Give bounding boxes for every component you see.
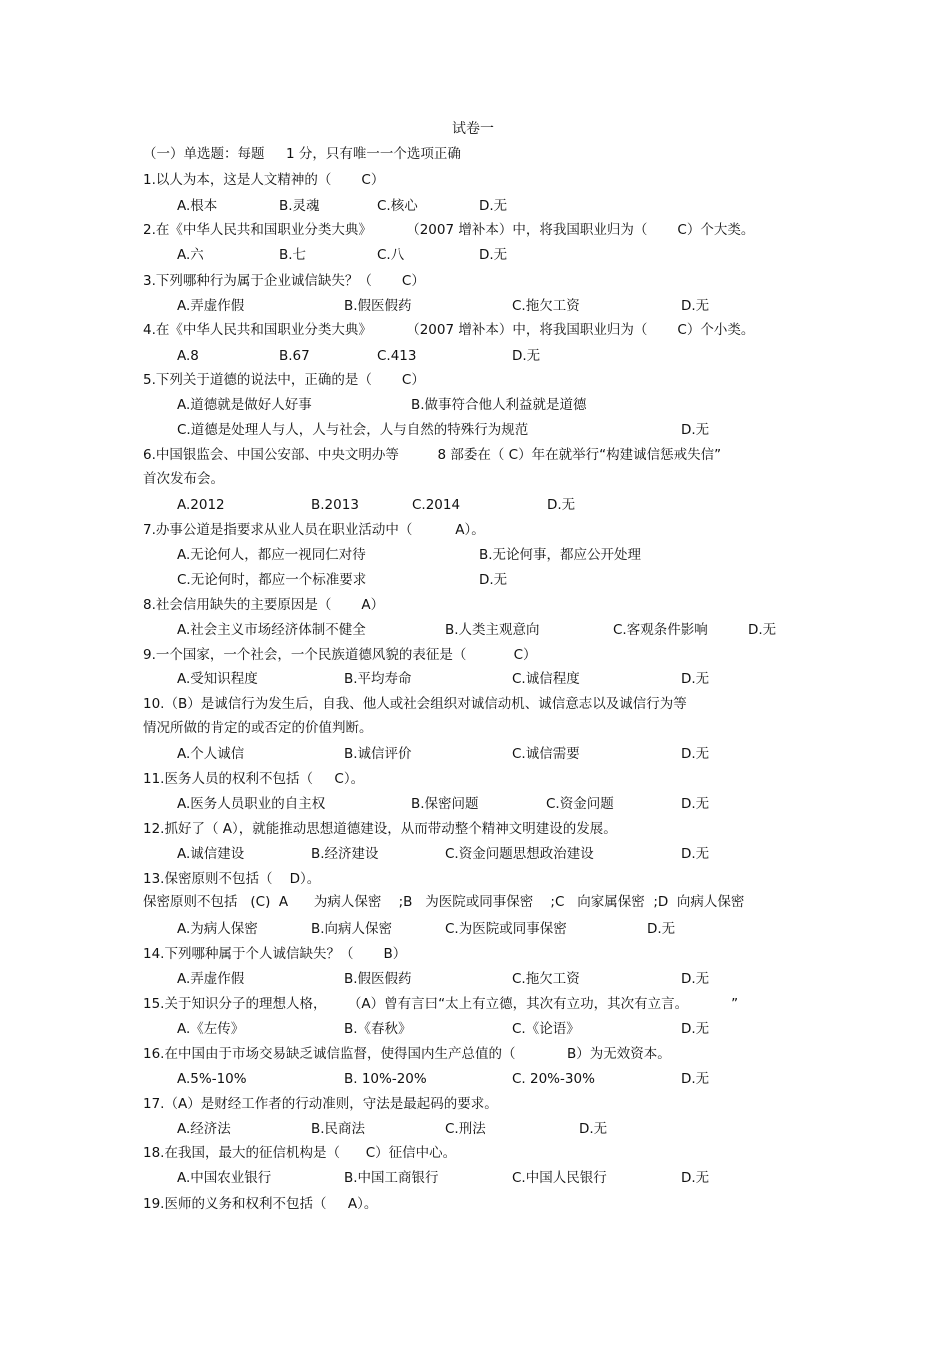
question-7-stem: 7.办事公道是指要求从业人员在职业活动中（ A）。	[143, 522, 485, 538]
question-11-option-b: B.保密问题	[411, 796, 479, 812]
question-9-option-b: B.平均寿命	[344, 671, 412, 687]
question-17-option-b: B.民商法	[311, 1121, 366, 1137]
question-13-option-b: B.向病人保密	[311, 921, 393, 937]
question-1-option-c: C.核心	[377, 198, 418, 214]
question-1-option-a: A.根本	[177, 198, 218, 214]
page-title: 试卷一	[452, 121, 494, 137]
question-18-option-b: B.中国工商银行	[344, 1170, 439, 1186]
question-9-option-c: C.诚信程度	[512, 671, 580, 687]
section-header: （一）单选题：每题 1 分，只有唯一一个选项正确	[143, 146, 461, 162]
question-3-option-d: D.无	[681, 298, 710, 314]
question-16-option-d: D.无	[681, 1071, 710, 1087]
question-12-stem: 12.抓好了（ A），就能推动思想道德建设，从而带动整个精神文明建设的发展。	[143, 821, 617, 837]
question-16-option-b: B. 10%-20%	[344, 1071, 427, 1087]
question-10-option-d: D.无	[681, 746, 710, 762]
question-5-option-c: C.道德是处理人与人，人与社会，人与自然的特殊行为规范	[177, 422, 529, 438]
question-1-stem: 1.以人为本，这是人文精神的（ C）	[143, 172, 385, 188]
question-14-option-d: D.无	[681, 971, 710, 987]
question-6-option-a: A.2012	[177, 497, 225, 513]
question-2-option-c: C.八	[377, 247, 405, 263]
question-13-stem: 13.保密原则不包括（ D）。	[143, 871, 321, 887]
question-6-option-b: B.2013	[311, 497, 359, 513]
question-15-option-c: C.《论语》	[512, 1021, 580, 1037]
question-13-note: 保密原则不包括 (C) A 为病人保密 ;B 为医院或同事保密 ;C 向家属保密 ;D 向病人保密	[143, 894, 745, 910]
question-15-option-d: D.无	[681, 1021, 710, 1037]
question-8-stem: 8.社会信用缺失的主要原因是（ A）	[143, 597, 385, 613]
question-6-option-d: D.无	[547, 497, 576, 513]
question-6-stem-continued: 首次发布会。	[143, 471, 224, 487]
question-4-stem: 4.在《中华人民共和国职业分类大典》 （2007 增补本）中，将我国职业归为（ C）个小类。	[143, 322, 755, 338]
question-10-option-a: A.个人诚信	[177, 746, 245, 762]
question-15-stem: 15.关于知识分子的理想人格， （A）曾有言曰“太上有立德，其次有立功，其次有立言。 ”	[143, 996, 739, 1012]
question-8-option-a: A.社会主义市场经济体制不健全	[177, 622, 366, 638]
question-17-option-a: A.经济法	[177, 1121, 231, 1137]
question-5-option-b: B.做事符合他人利益就是道德	[411, 397, 587, 413]
question-12-option-b: B.经济建设	[311, 846, 379, 862]
question-16-option-a: A.5%-10%	[177, 1071, 247, 1087]
question-14-option-a: A.弄虚作假	[177, 971, 245, 987]
question-18-stem: 18.在我国，最大的征信机构是（ C）征信中心。	[143, 1145, 457, 1161]
question-11-option-a: A.医务人员职业的自主权	[177, 796, 326, 812]
question-16-option-c: C. 20%-30%	[512, 1071, 595, 1087]
question-4-option-b: B.67	[279, 348, 310, 364]
question-3-option-b: B.假医假药	[344, 298, 412, 314]
question-10-stem: 10.（B）是诚信行为发生后，自我、他人或社会组织对诚信动机、诚信意志以及诚信行为等	[143, 696, 687, 712]
question-18-option-c: C.中国人民银行	[512, 1170, 607, 1186]
question-2-stem: 2.在《中华人民共和国职业分类大典》 （2007 增补本）中，将我国职业归为（ C）个大类。	[143, 222, 755, 238]
question-2-option-d: D.无	[479, 247, 508, 263]
question-14-option-b: B.假医假药	[344, 971, 412, 987]
question-10-option-c: C.诚信需要	[512, 746, 580, 762]
question-8-option-b: B.人类主观意向	[445, 622, 540, 638]
question-6-option-c: C.2014	[412, 497, 461, 513]
question-7-option-b: B.无论何事，都应公开处理	[479, 547, 642, 563]
question-9-option-d: D.无	[681, 671, 710, 687]
question-12-option-a: A.诚信建设	[177, 846, 245, 862]
question-18-option-a: A.中国农业银行	[177, 1170, 272, 1186]
question-18-option-d: D.无	[681, 1170, 710, 1186]
question-12-option-d: D.无	[681, 846, 710, 862]
question-11-option-c: C.资金问题	[546, 796, 614, 812]
question-5-stem: 5.下列关于道德的说法中，正确的是（ C）	[143, 372, 425, 388]
question-17-option-c: C.刑法	[445, 1121, 486, 1137]
question-19-stem: 19.医师的义务和权利不包括（ A）。	[143, 1196, 378, 1212]
question-7-option-a: A.无论何人，都应一视同仁对待	[177, 547, 366, 563]
question-13-option-a: A.为病人保密	[177, 921, 258, 937]
question-16-stem: 16.在中国由于市场交易缺乏诚信监督，使得国内生产总值的（ B）为无效资本。	[143, 1046, 671, 1062]
question-14-option-c: C.拖欠工资	[512, 971, 580, 987]
question-9-option-a: A.受知识程度	[177, 671, 258, 687]
question-5-option-d: D.无	[681, 422, 710, 438]
question-17-stem: 17.（A）是财经工作者的行动准则，守法是最起码的要求。	[143, 1096, 498, 1112]
question-4-option-a: A.8	[177, 348, 199, 364]
question-3-stem: 3.下列哪种行为属于企业诚信缺失？（ C）	[143, 273, 425, 289]
question-17-option-d: D.无	[579, 1121, 608, 1137]
question-1-option-b: B.灵魂	[279, 198, 320, 214]
question-7-option-d: D.无	[479, 572, 508, 588]
question-11-stem: 11.医务人员的权利不包括（ C）。	[143, 771, 365, 787]
question-12-option-c: C.资金问题思想政治建设	[445, 846, 594, 862]
question-8-option-c: C.客观条件影响	[613, 622, 708, 638]
question-2-option-a: A.六	[177, 247, 204, 263]
question-14-stem: 14.下列哪种属于个人诚信缺失？（ B）	[143, 946, 407, 962]
question-13-option-c: C.为医院或同事保密	[445, 921, 567, 937]
question-6-stem: 6.中国银监会、中国公安部、中央文明办等 8 部委在（ C）年在就举行“构建诚信惩戒失信”	[143, 447, 722, 463]
question-1-option-d: D.无	[479, 198, 508, 214]
question-10-option-b: B.诚信评价	[344, 746, 412, 762]
question-13-option-d: D.无	[647, 921, 676, 937]
question-4-option-c: C.413	[377, 348, 417, 364]
question-15-option-a: A.《左传》	[177, 1021, 245, 1037]
question-3-option-c: C.拖欠工资	[512, 298, 580, 314]
question-2-option-b: B.七	[279, 247, 307, 263]
question-9-stem: 9.一个国家，一个社会，一个民族道德风貌的表征是（ C）	[143, 647, 537, 663]
question-3-option-a: A.弄虚作假	[177, 298, 245, 314]
question-8-option-d: D.无	[748, 622, 777, 638]
question-4-option-d: D.无	[512, 348, 541, 364]
question-15-option-b: B.《春秋》	[344, 1021, 412, 1037]
question-5-option-a: A.道德就是做好人好事	[177, 397, 312, 413]
question-7-option-c: C.无论何时，都应一个标准要求	[177, 572, 367, 588]
question-11-option-d: D.无	[681, 796, 710, 812]
question-10-stem-continued: 情况所做的肯定的或否定的价值判断。	[143, 720, 373, 736]
